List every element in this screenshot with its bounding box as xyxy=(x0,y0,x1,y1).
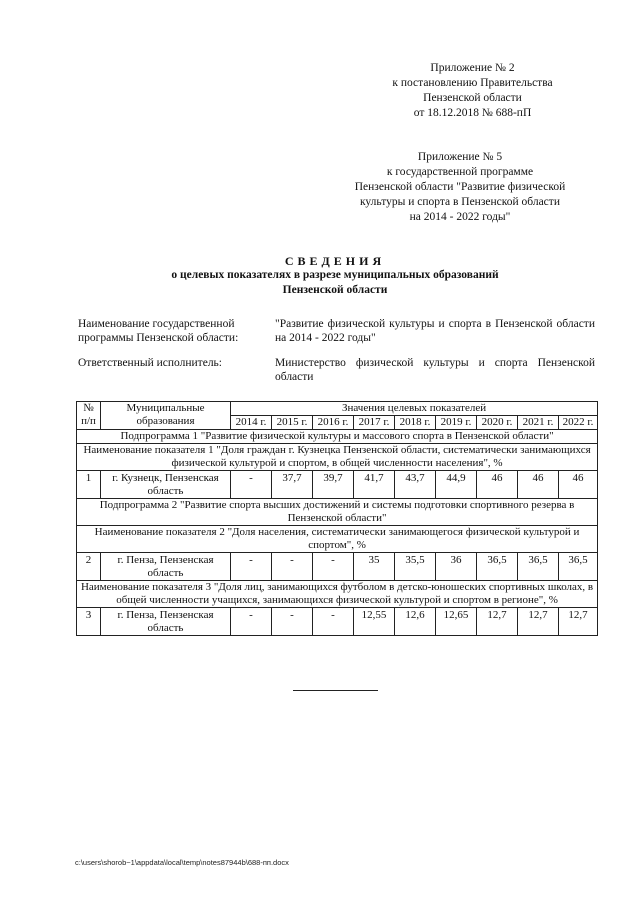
year-header: 2018 г. xyxy=(395,416,436,430)
appendix-2-line: к постановлению Правительства xyxy=(392,77,553,89)
appendix-2-title: Приложение № 2 xyxy=(430,62,515,74)
row-num: 3 xyxy=(77,608,101,636)
appendix-5-title: Приложение № 5 xyxy=(417,151,503,163)
appendix-5-line: Пензенской области "Развитие физической xyxy=(354,181,566,193)
row-value: 36,5 xyxy=(518,553,559,581)
row-value: 12,6 xyxy=(395,608,436,636)
row-value: 35 xyxy=(354,553,395,581)
col-header-muni: Муниципальные образования xyxy=(101,402,231,430)
appendix-5-line: к государственной программе xyxy=(386,166,534,178)
indicator-row xyxy=(77,581,598,608)
indicator-row xyxy=(77,526,598,553)
year-header: 2015 г. xyxy=(272,416,313,430)
indicator-row xyxy=(77,444,598,471)
row-value: 12,65 xyxy=(436,608,477,636)
row-value: 12,7 xyxy=(518,608,559,636)
year-header: 2014 г. xyxy=(231,416,272,430)
row-value: 39,7 xyxy=(313,471,354,499)
page-title: СВЕДЕНИЯ xyxy=(284,254,386,268)
indicator-2: Наименование показателя 2 "Доля населения, систематически занимающегося физической культурой и спортом", % xyxy=(77,526,598,553)
appendix-2-block xyxy=(365,61,580,121)
table-row xyxy=(77,553,598,581)
row-value: 46 xyxy=(518,471,559,499)
appendix-2-date: от 18.12.2018 № 688-пП xyxy=(413,107,532,119)
row-muni: г. Пенза, Пензенская область xyxy=(101,608,231,636)
row-value: 44,9 xyxy=(436,471,477,499)
row-value: - xyxy=(272,553,313,581)
page-subtitle: о целевых показателях в разрезе муниципальных образований xyxy=(171,269,499,281)
executor-value: Министерство физической культуры и спорта Пензенской области xyxy=(275,357,595,383)
year-header: 2017 г. xyxy=(354,416,395,430)
table-header-row xyxy=(77,402,598,416)
row-value: 12,7 xyxy=(559,608,598,636)
closing-divider xyxy=(293,690,378,691)
appendix-5-line: культуры и спорта в Пензенской области xyxy=(360,196,560,208)
table-row xyxy=(77,608,598,636)
appendix-2-line: Пензенской области xyxy=(423,92,522,104)
year-header: 2020 г. xyxy=(477,416,518,430)
row-num: 2 xyxy=(77,553,101,581)
row-value: - xyxy=(231,608,272,636)
appendix-5-block xyxy=(340,150,580,225)
row-muni: г. Кузнецк, Пензенская область xyxy=(101,471,231,499)
row-value: 37,7 xyxy=(272,471,313,499)
subprogram-1: Подпрограмма 1 "Развитие физической культуры и массового спорта в Пензенской области" xyxy=(77,430,598,444)
subprogram-2: Подпрограмма 2 "Развитие спорта высших достижений и системы подготовки спортивного резерва в Пензенской области" xyxy=(77,499,598,526)
table-row xyxy=(77,471,598,499)
row-value: 43,7 xyxy=(395,471,436,499)
program-value: "Развитие физической культуры и спорта в Пензенской области на 2014 - 2022 годы" xyxy=(275,318,595,344)
row-value: - xyxy=(313,608,354,636)
indicators-table xyxy=(76,401,598,636)
executor-label: Ответственный исполнитель: xyxy=(78,357,222,369)
subprogram-row xyxy=(77,430,598,444)
year-header: 2016 г. xyxy=(313,416,354,430)
indicator-1: Наименование показателя 1 "Доля граждан г. Кузнецка Пензенской области, систематически занимающихся физической культурой и спортом, в общей численности населения", % xyxy=(77,444,598,471)
page-subtitle: Пензенской области xyxy=(282,284,388,296)
row-value: 46 xyxy=(477,471,518,499)
row-value: 36,5 xyxy=(477,553,518,581)
row-value: - xyxy=(272,608,313,636)
year-header: 2022 г. xyxy=(559,416,598,430)
row-value: - xyxy=(231,471,272,499)
row-value: 46 xyxy=(559,471,598,499)
year-header: 2019 г. xyxy=(436,416,477,430)
col-header-num: № п/п xyxy=(77,402,101,430)
row-value: 41,7 xyxy=(354,471,395,499)
row-value: 36,5 xyxy=(559,553,598,581)
row-value: 36 xyxy=(436,553,477,581)
row-value: - xyxy=(231,553,272,581)
row-value: 12,55 xyxy=(354,608,395,636)
row-value: 35,5 xyxy=(395,553,436,581)
row-value: 12,7 xyxy=(477,608,518,636)
row-num: 1 xyxy=(77,471,101,499)
file-path-footer: c:\users\shorob~1\appdata\local\temp\notes87944b\688-пп.docx xyxy=(75,858,289,867)
appendix-5-line: на 2014 - 2022 годы" xyxy=(409,211,511,223)
program-label: Наименование государственной программы Пензенской области: xyxy=(78,318,239,344)
row-value: - xyxy=(313,553,354,581)
subprogram-row xyxy=(77,499,598,526)
col-header-values: Значения целевых показателей xyxy=(231,402,598,416)
year-header: 2021 г. xyxy=(518,416,559,430)
indicator-3: Наименование показателя 3 "Доля лиц, занимающихся футболом в детско-юношеских спортивных школах, в общей численности учащихся, занимающихся физической культурой и спортом в регионе", % xyxy=(77,581,598,608)
row-muni: г. Пенза, Пензенская область xyxy=(101,553,231,581)
